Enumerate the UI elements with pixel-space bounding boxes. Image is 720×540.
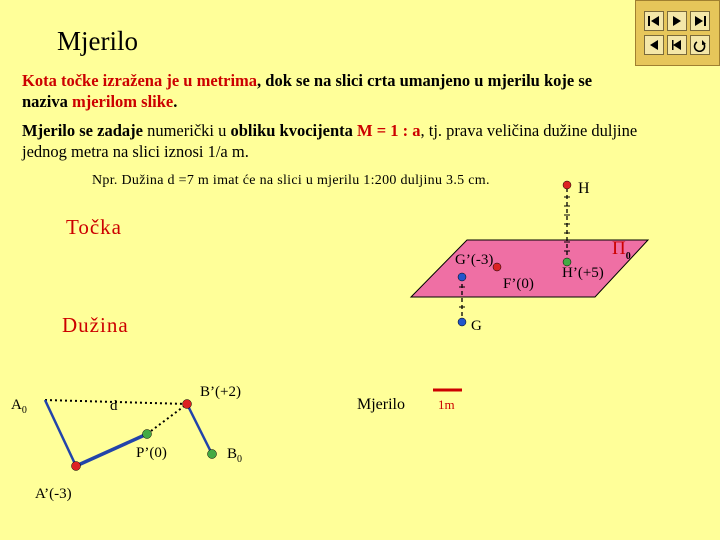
label-pi-sub: 0: [625, 250, 631, 262]
point-a-projection: [72, 462, 81, 471]
label-h-projection: H’(+5): [562, 265, 604, 281]
label-a-sub: 0: [21, 405, 27, 416]
label-b0: [227, 446, 242, 465]
formula-text: M = 1 : a: [357, 121, 421, 140]
highlight-text: mjerilom slike: [71, 92, 174, 111]
heading-tocka: Točka: [66, 215, 123, 239]
label-a-projection: A’(-3): [35, 486, 72, 502]
label-b-sub: 0: [237, 454, 243, 465]
body-text: numerički u: [142, 121, 231, 140]
point-f-projection: [493, 263, 501, 271]
example-text: Npr. Dužina d =7 m imat će na slici u mjerilu 1:200 duljinu 3.5 cm.: [92, 173, 490, 188]
body-text: , tj. prava veličina dužine duljine: [420, 121, 638, 140]
body-text: Mjerilo se zadaje: [22, 121, 143, 140]
page-title: Mjerilo: [57, 26, 138, 56]
body-text: obliku kvocijenta: [230, 121, 358, 140]
highlight-text: Kota točke izražena je u metrima: [22, 71, 258, 90]
projector-p: [147, 404, 187, 434]
label-plane: [612, 238, 631, 262]
label-mjerilo: Mjerilo: [357, 396, 405, 413]
label-a0: [11, 397, 27, 416]
point-g: [458, 318, 466, 326]
body-text: jednog metra na slici iznosi 1/a m.: [22, 142, 249, 161]
point-g-projection: [458, 273, 466, 281]
point-b0: [208, 450, 217, 459]
label-b-projection: B’(+2): [200, 384, 241, 400]
body-text: .: [173, 92, 178, 111]
label-g-projection: G’(-3): [455, 252, 494, 268]
body-text: naziva: [22, 92, 72, 111]
label-pi: Π: [612, 238, 626, 259]
projector-a: [45, 400, 76, 466]
point-b: [183, 400, 192, 409]
label-d: d: [110, 398, 118, 414]
heading-duzina: Dužina: [62, 313, 129, 337]
point-p: [143, 430, 152, 439]
label-p-projection: P’(0): [136, 445, 167, 461]
label-b: B: [227, 446, 238, 462]
label-f-projection: F’(0): [503, 276, 534, 292]
label-h: H: [578, 180, 590, 197]
label-1m: 1m: [438, 397, 455, 412]
label-g: G: [471, 318, 482, 334]
label-a: A: [11, 397, 22, 413]
projector-b: [187, 404, 212, 454]
body-text: , dok se na slici crta umanjeno u mjerilu koje se: [257, 71, 593, 90]
point-h: [563, 181, 571, 189]
